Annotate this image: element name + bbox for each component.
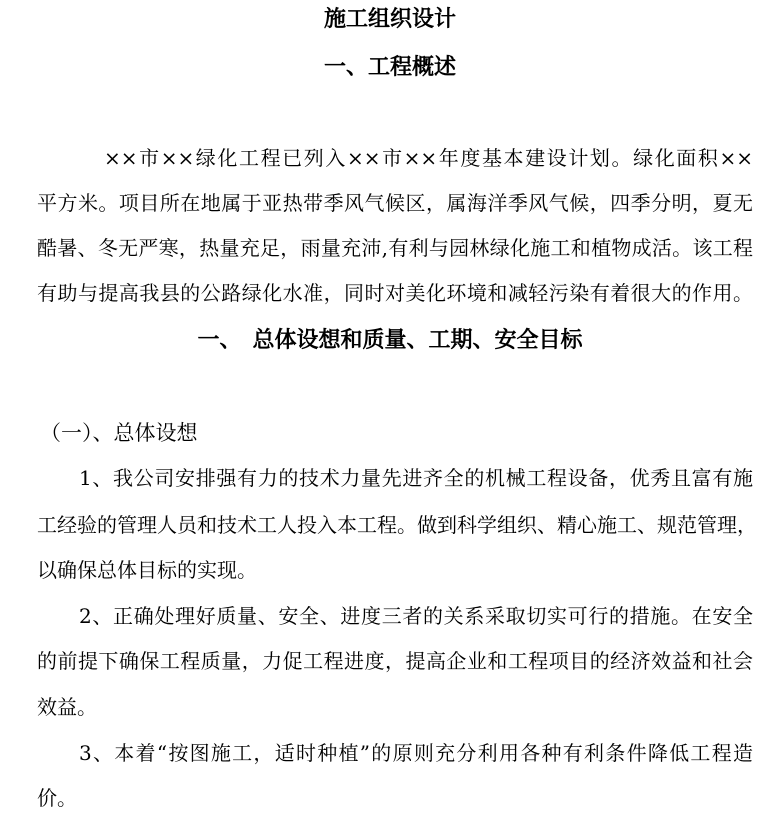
paragraph-line: 平方米。项目所在地属于亚热带季风气候区，属海洋季风气候，四季分明，夏无 <box>37 191 753 215</box>
section-heading-overall-plan: 一、 总体设想和质量、工期、安全目标 <box>197 327 583 353</box>
paragraph-line: 的前提下确保工程质量，力促工程进度，提高企业和工程项目的经济效益和社会 <box>37 649 753 673</box>
paragraph-line: ××市××绿化工程已列入××市××年度基本建设计划。绿化面积×× <box>104 146 753 170</box>
paragraph-line: 工经验的管理人员和技术工人投入本工程。做到科学组织、精心施工、规范管理， <box>37 513 757 537</box>
document-title: 施工组织设计 <box>323 6 456 32</box>
paragraph-line: 3、本着“按图施工，适时种植”的原则充分利用各种有利条件降低工程造 <box>79 741 753 765</box>
section-heading-overview: 一、工程概述 <box>323 54 456 80</box>
paragraph-line: 1、我公司安排强有力的技术力量先进齐全的机械工程设备，优秀且富有施 <box>79 466 753 490</box>
paragraph-line: 以确保总体目标的实现。 <box>37 558 257 582</box>
subsection-heading-overall-idea: （一）、总体设想 <box>40 421 198 445</box>
paragraph-line: 有助与提高我县的公路绿化水准，同时对美化环境和减轻污染有着很大的作用。 <box>37 281 753 305</box>
paragraph-line: 效益。 <box>37 695 97 719</box>
paragraph-line: 酷暑、冬无严寒，热量充足，雨量充沛,有利与园林绿化施工和植物成活。该工程 <box>37 236 753 260</box>
paragraph-line: 价。 <box>37 786 77 810</box>
paragraph-line: 2、正确处理好质量、安全、进度三者的关系采取切实可行的措施。在安全 <box>79 604 753 628</box>
